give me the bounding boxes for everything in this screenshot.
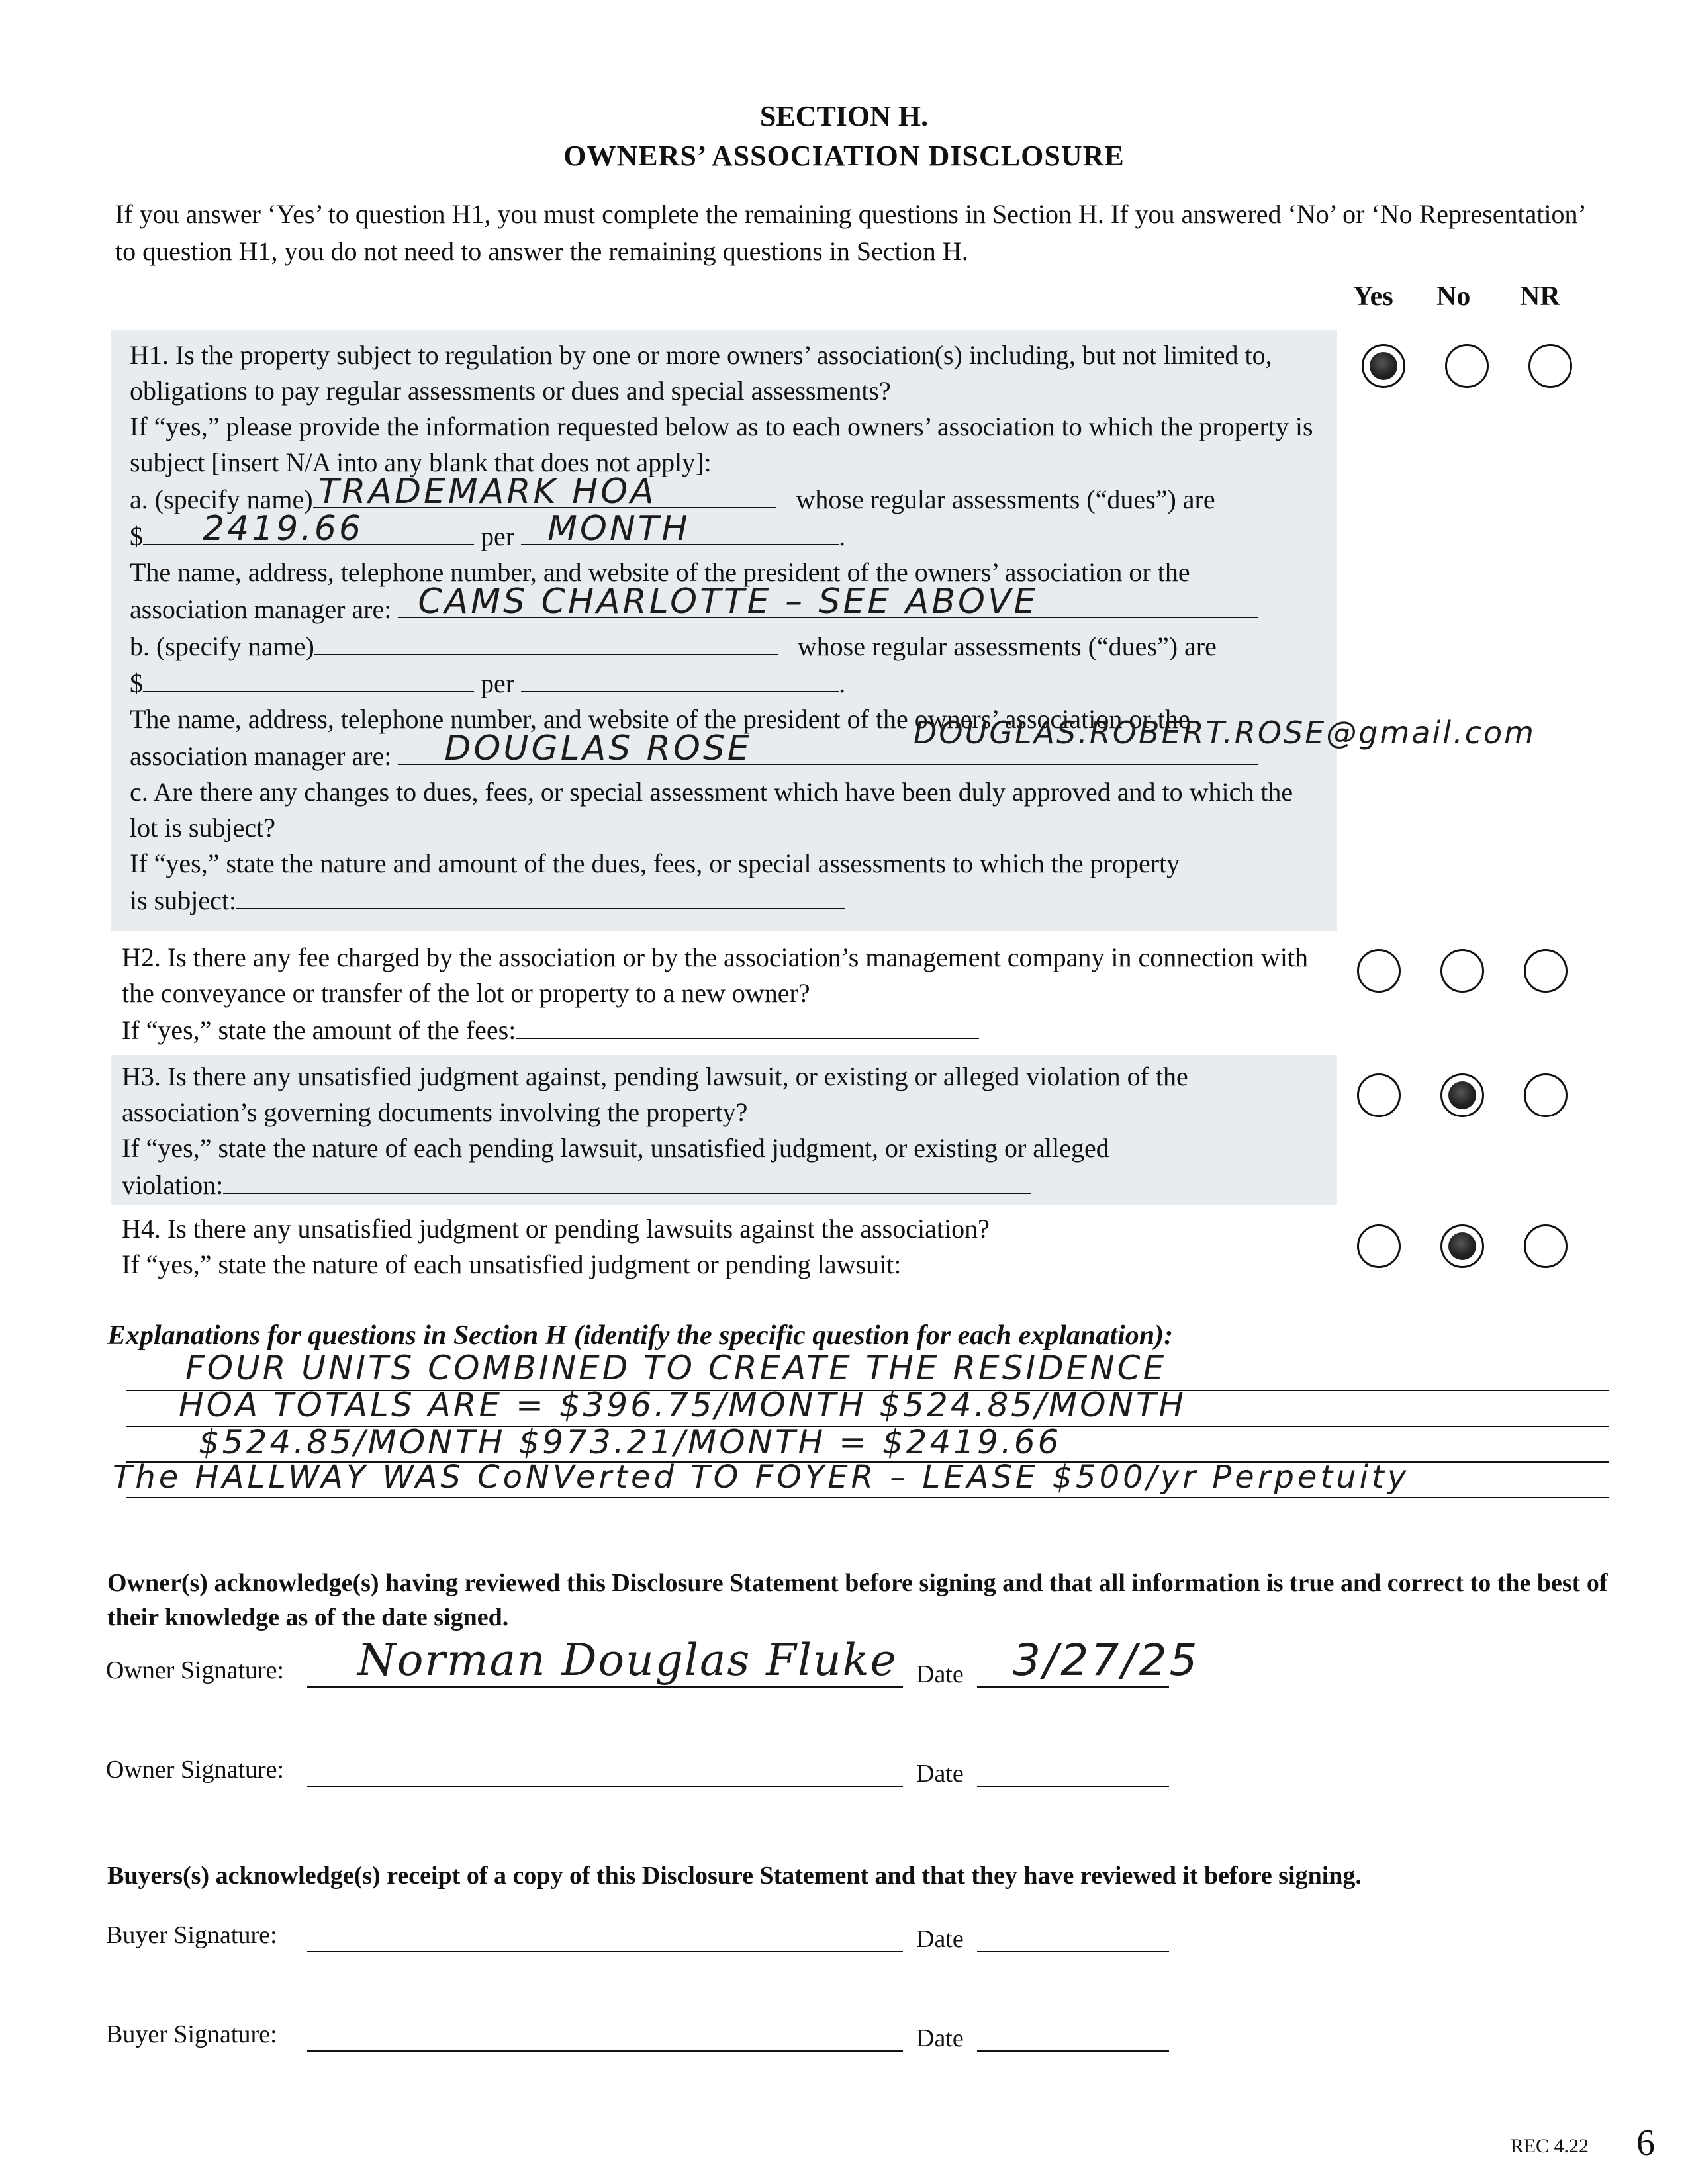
h1-b-contact-value: DOUGLAS ROSE [444,729,752,768]
h1-a-prefix: a. (specify name) [130,484,313,514]
h1-a-contact-value: CAMS CHARLOTTE – SEE ABOVE [418,582,1039,621]
h1-b-period-field[interactable] [521,664,839,692]
h1-c-instructions: If “yes,” state the nature and amount of the dues, fees, or special assessments to which the property [130,848,1180,878]
buyer-signature-field-2[interactable] [307,2050,903,2052]
h1-b-whose: whose regular assessments (“dues”) are [797,631,1217,661]
buyer-date-field-1[interactable] [977,1951,1169,1952]
h2-nr-radio[interactable] [1524,949,1568,993]
owner-date-field-1[interactable] [977,1686,1169,1688]
h1-a-amount-field[interactable] [143,509,474,549]
h4-yes-radio[interactable] [1357,1224,1401,1268]
h1-b-contact-label2: association manager are: [130,741,392,771]
explanation-text-4: The HALLWAY WAS CoNVerted TO FOYER – LEASE $500/yr Perpetuity [113,1459,1410,1496]
h1-b-per: per [481,668,515,698]
h1-b-amount-row [130,664,1321,702]
h4-instructions: If “yes,” state the nature of each unsatisfied judgment or pending lawsuit: [122,1250,902,1279]
h1-a-period-dot: . [839,522,846,551]
h2-fee-row [122,1011,1327,1048]
h1-c-row [130,882,1321,919]
h1-c-question: c. Are there any changes to dues, fees, or special assessment which have been duly approved and to which the lot is subject? [130,777,1293,842]
owner-signature-field-2[interactable] [307,1786,903,1787]
owner-signature-1: Norman Douglas Fluke [357,1635,898,1686]
col-no-header: No [1436,281,1471,312]
owner-date-label-1: Date [916,1661,964,1688]
explanation-line-4[interactable] [126,1497,1609,1498]
h1-b-prefix: b. (specify name) [130,631,314,661]
explanations-title: Explanations for questions in Section H (identify the specific question for each explanation): [107,1320,1174,1351]
section-subtitle: OWNERS’ ASSOCIATION DISCLOSURE [563,140,1125,172]
explanation-text-1: FOUR UNITS COMBINED TO CREATE THE RESIDENCE [185,1349,1167,1387]
h1-no-radio[interactable] [1445,344,1489,388]
h2-question [122,940,1327,1048]
explanation-text-2: HOA TOTALS ARE = $396.75/MONTH $524.85/MONTH [179,1386,1186,1424]
h2-fee-field[interactable] [516,1011,979,1039]
h2-no-radio[interactable] [1440,949,1484,993]
col-yes-header: Yes [1353,281,1393,312]
h3-label: violation: [122,1170,224,1200]
buyer-signature-label-1: Buyer Signature: [106,1921,277,1949]
buyer-signature-field-1[interactable] [307,1951,903,1952]
h1-a-name-field[interactable] [313,472,776,512]
h3-question [122,1059,1327,1203]
h1-yes-radio[interactable] [1362,344,1405,388]
h1-question [130,338,1321,919]
h3-question-text: H3. Is there any unsatisfied judgment against, pending lawsuit, or existing or alleged violation of the association’s governing documents involving the property? [122,1062,1188,1127]
h1-a-per: per [481,522,515,551]
owner-acknowledgment: Owner(s) acknowledge(s) having reviewed this Disclosure Statement before signing and that all information is true and correct to the best of their knowledge as of the date signed. [107,1569,1608,1631]
owner-signature-field-1[interactable] [307,1686,903,1688]
h3-yes-radio[interactable] [1357,1073,1401,1117]
h3-no-radio[interactable] [1440,1073,1484,1117]
buyer-signature-label-2: Buyer Signature: [106,2021,277,2048]
h1-a-name-value: TRADEMARK HOA [318,472,657,512]
buyer-date-field-2[interactable] [977,2050,1169,2052]
intro-text: If you answer ‘Yes’ to question H1, you must complete the remaining questions in Section H. If you answered ‘No’ or ‘No Representation’ to question H1, you do not need to answer the remaining questions in Section H. [115,199,1585,266]
h3-field[interactable] [223,1166,1031,1194]
h4-nr-radio[interactable] [1524,1224,1568,1268]
h4-question-text: H4. Is there any unsatisfied judgment or pending lawsuits against the association? [122,1214,990,1244]
h1-a-period-value: MONTH [547,509,690,549]
h1-b-name-field[interactable] [314,627,778,655]
h1-c-label: is subject: [130,886,237,915]
explanation-text-3: $524.85/MONTH $973.21/MONTH = $2419.66 [199,1423,1062,1461]
h1-a-amount-row [130,509,1321,555]
h1-b-row [130,627,1321,664]
h1-a-dollar: $ [130,522,143,551]
h1-nr-radio[interactable] [1528,344,1572,388]
page-number: 6 [1636,2122,1655,2163]
h4-no-radio[interactable] [1440,1224,1484,1268]
h1-a-contact-label: The name, address, telephone number, and website of the president of the owners’ association or the [130,557,1190,587]
h3-nr-radio[interactable] [1524,1073,1568,1117]
buyer-date-label-1: Date [916,1925,964,1953]
h1-b-amount-field[interactable] [143,664,474,692]
h1-instructions: If “yes,” please provide the information requested below as to each owners’ association to which the property is subject [insert N/A into any blank that does not apply]: [130,412,1313,477]
col-nr-header: NR [1520,281,1560,312]
h1-a-contact-row [130,582,1321,627]
buyer-acknowledgment: Buyers(s) acknowledge(s) receipt of a copy of this Disclosure Statement and that they have reviewed it before signing. [107,1862,1362,1889]
h2-fee-label: If “yes,” state the amount of the fees: [122,1015,516,1045]
h1-a-contact-label2: association manager are: [130,594,392,624]
h2-question-text: H2. Is there any fee charged by the association or by the association’s management company in connection with the conveyance or transfer of the lot or property to a new owner? [122,942,1309,1008]
h1-b-dollar: $ [130,668,143,698]
h1-c-field[interactable] [236,882,845,909]
owner-signature-label-2: Owner Signature: [106,1756,285,1784]
owner-date-1: 3/27/25 [1013,1635,1200,1686]
buyer-date-label-2: Date [916,2025,964,2052]
h3-instructions: If “yes,” state the nature of each pending lawsuit, unsatisfied judgment, or existing or alleged [122,1133,1109,1163]
owner-date-field-2[interactable] [977,1786,1169,1787]
h1-a-whose: whose regular assessments (“dues”) are [796,484,1215,514]
h4-question [122,1211,1327,1283]
h1-question-text: H1. Is the property subject to regulation by one or more owners’ association(s) including, but not limited to, obligations to pay regular assessments or dues and special assessments? [130,340,1272,406]
h2-yes-radio[interactable] [1357,949,1401,993]
owner-signature-label-1: Owner Signature: [106,1657,285,1684]
h1-a-amount-value: 2419.66 [203,509,364,549]
h1-b-email-value: DOUGLAS.ROBERT.ROSE@gmail.com [914,715,1536,751]
section-title: SECTION H. [759,100,929,132]
h1-a-contact-field[interactable] [398,582,1258,621]
h3-row [122,1166,1327,1203]
form-code: REC 4.22 [1510,2135,1589,2157]
owner-date-label-2: Date [916,1760,964,1788]
h1-b-contact-label: The name, address, telephone number, and website of the president of the owners’ association or the [130,704,1190,734]
h1-b-period-dot: . [839,668,846,698]
h1-a-period-field[interactable] [521,509,839,549]
